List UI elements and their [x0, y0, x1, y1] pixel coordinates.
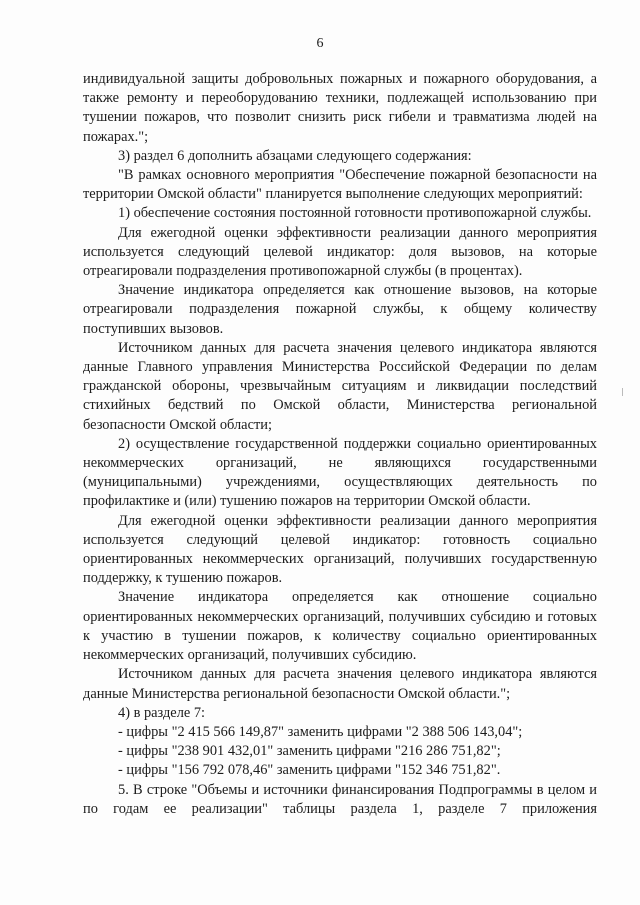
paragraph: Для ежегодной оценки эффективности реализации данного мероприятия используется следующий целевой индикатор: доля вызовов, на которые отреагировали подразделения противопожарной службы (в процентах).	[83, 224, 597, 280]
document-body	[83, 70, 597, 819]
paragraph: - цифры "2 415 566 149,87" заменить цифрами "2 388 506 143,04";	[118, 723, 523, 740]
paragraph: 2) осуществление государственной поддержки социально ориентированных некоммерческих организаций, не являющихся государственными (муниципальными) учреждениями, осуществляющих деятельность по профилактике и (или) тушению пожаров на территории Омской области.	[83, 435, 597, 510]
paragraph: "В рамках основного мероприятия "Обеспечение пожарной безопасности на территории Омской области" планируется выполнение следующих мероприятий:	[83, 167, 597, 203]
paragraph: - цифры "238 901 432,01" заменить цифрами "216 286 751,82";	[118, 743, 501, 760]
scan-mark	[622, 388, 623, 396]
paragraph: Значение индикатора определяется как отношение социально ориентированных некоммерческих организаций, получивших субсидию и готовых к участию в тушении пожаров, к количеству социально ориентированных некоммерческих организаций, получивших субсидию.	[83, 589, 597, 664]
paragraph: - цифры "156 792 078,46" заменить цифрами "152 346 751,82".	[118, 762, 501, 779]
paragraph: 4) в разделе 7:	[118, 704, 206, 721]
paragraph: индивидуальной защиты добровольных пожарных и пожарного оборудования, а также ремонту и переоборудованию техники, подлежащей использованию при тушении пожаров, что позволит снизить риск гибели и травматизма людей на пожарах.";	[83, 71, 597, 145]
paragraph: Источником данных для расчета значения целевого индикатора являются данные Министерства региональной безопасности Омской области.";	[83, 666, 597, 702]
paragraph: Значение индикатора определяется как отношение вызовов, на которые отреагировали подразделения пожарной службы, к общему количеству поступивших вызовов.	[83, 282, 597, 337]
page-number: 6	[316, 36, 324, 51]
paragraph: 1) обеспечение состояния постоянной готовности противопожарной службы.	[118, 205, 592, 222]
paragraph: 5. В строке "Объемы и источники финансирования Подпрограммы в целом и по годам ее реализации" таблицы раздела 1, разделе 7 приложения	[83, 781, 597, 817]
paragraph: Источником данных для расчета значения целевого индикатора являются данные Главного управления Министерства Российской Федерации по делам гражданской обороны, чрезвычайным ситуациям и ликвидации последствий стихийных бедствий по Омской области, Министерства региональной безопасности Омской области;	[83, 339, 597, 433]
paragraph: 3) раздел 6 дополнить абзацами следующего содержания:	[118, 147, 472, 164]
paragraph: Для ежегодной оценки эффективности реализации данного мероприятия используется следующий целевой индикатор: готовность социально ориентированных некоммерческих организаций, получивших государственную поддержку, к тушению пожаров.	[83, 512, 597, 587]
